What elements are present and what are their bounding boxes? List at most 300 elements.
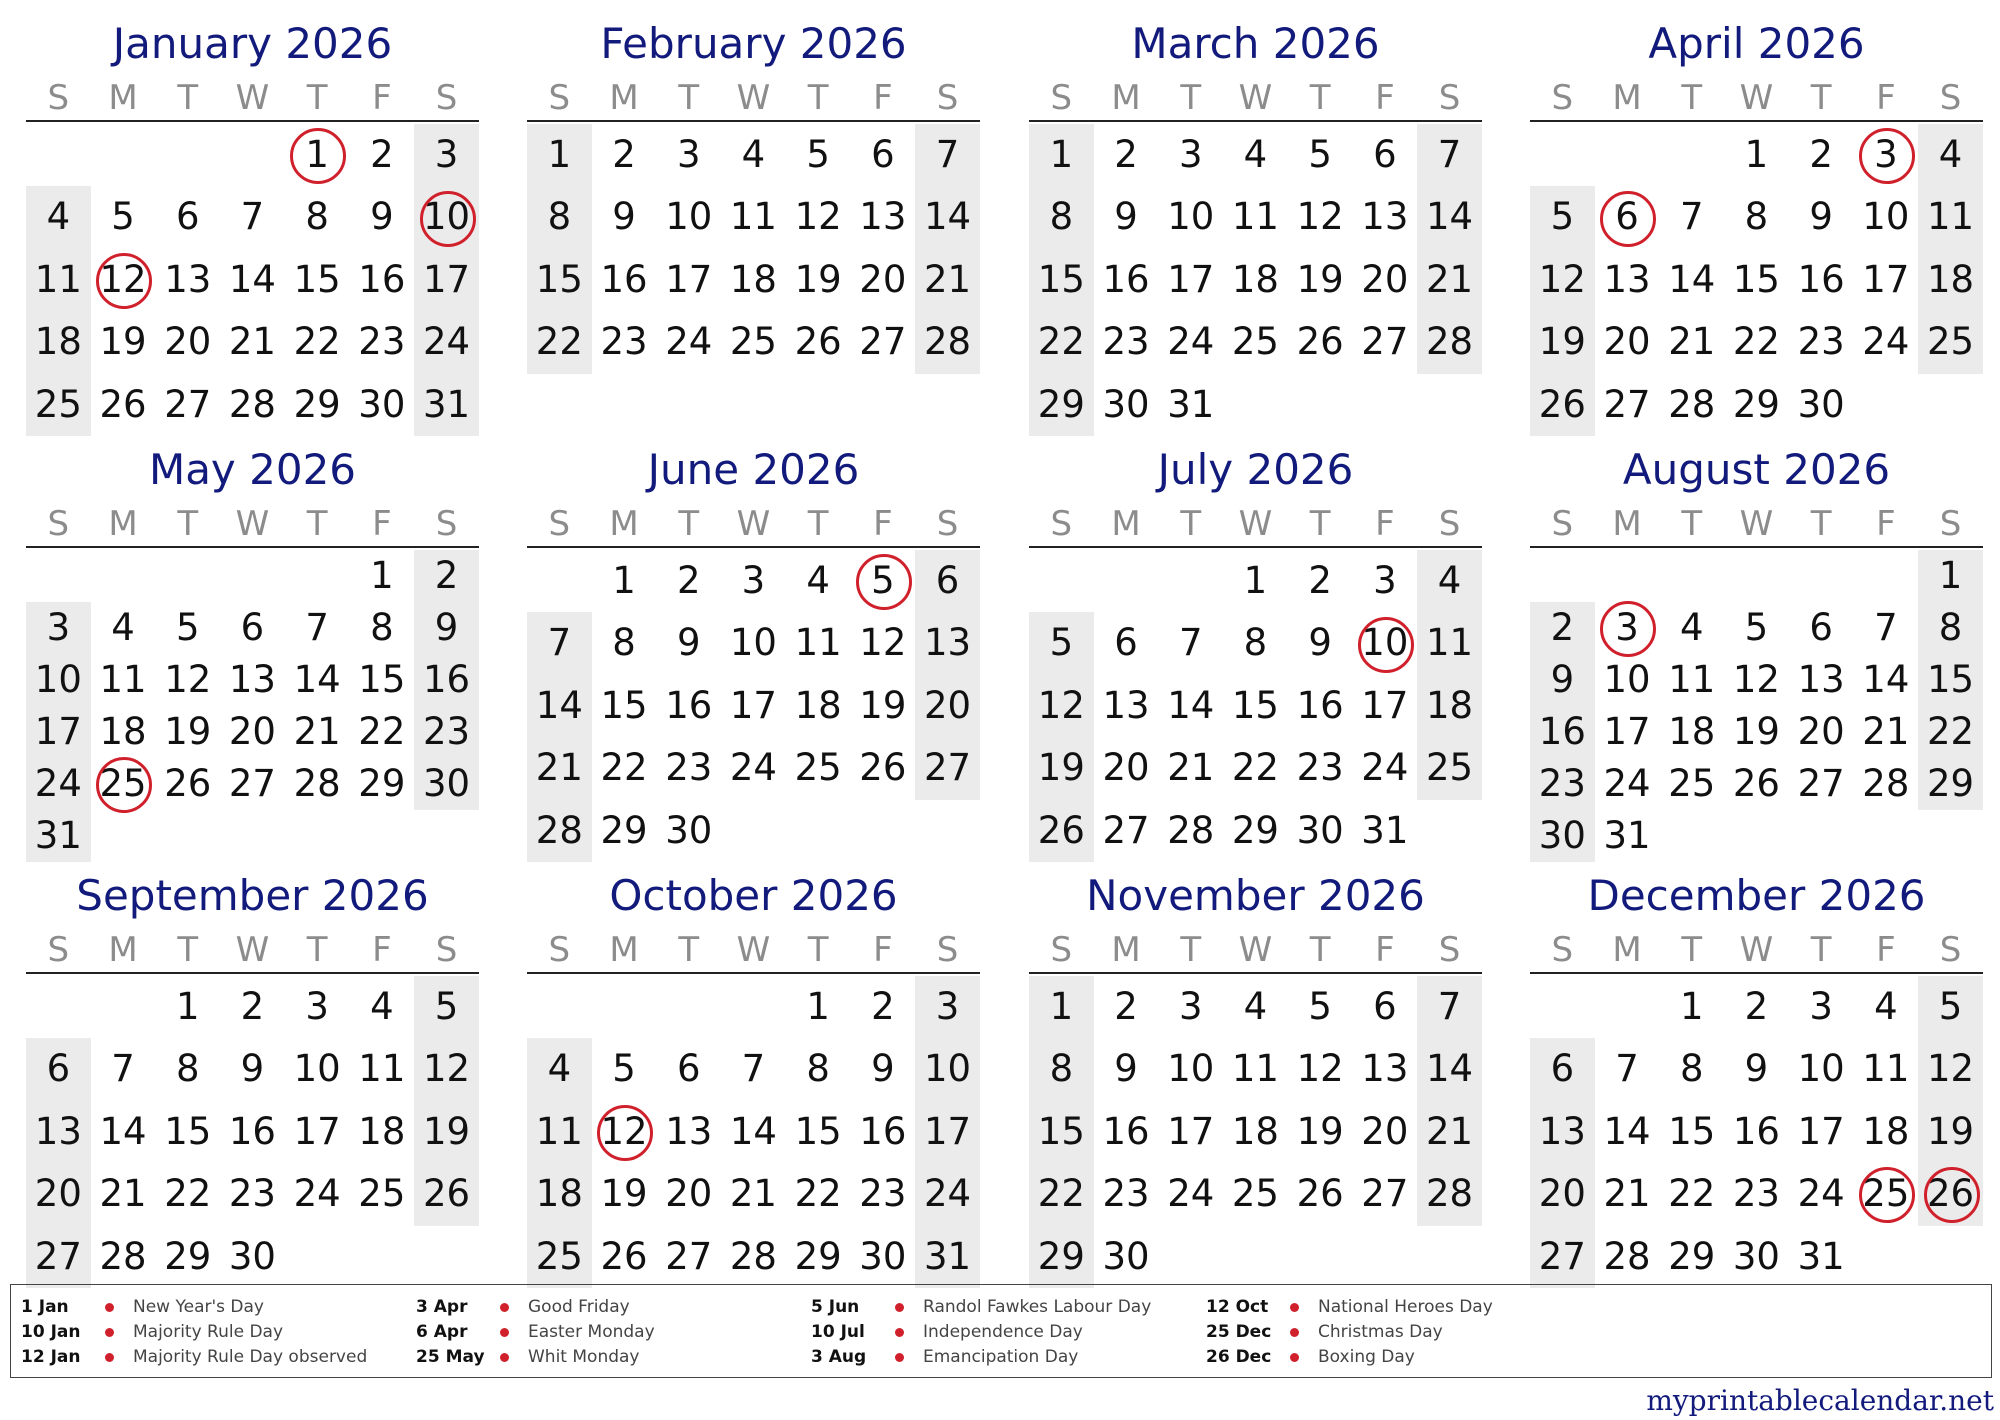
calendar-date: 24 bbox=[293, 1172, 341, 1216]
weekday-header: M bbox=[609, 930, 639, 970]
calendar-date: 3 bbox=[305, 985, 329, 1028]
weekday-header: W bbox=[1739, 930, 1774, 970]
calendar-date: 9 bbox=[1114, 1047, 1138, 1091]
calendar-date: 8 bbox=[1679, 1047, 1704, 1091]
month-october-2026 bbox=[527, 870, 980, 1288]
legend-entry bbox=[811, 1345, 1191, 1370]
calendar-date: 19 bbox=[164, 710, 212, 753]
calendar-date: 25 bbox=[358, 1172, 406, 1216]
calendar-date: 21 bbox=[923, 257, 972, 301]
bullet-icon bbox=[500, 1328, 509, 1337]
calendar-date: 13 bbox=[1102, 683, 1150, 727]
calendar-date: 26 bbox=[1538, 382, 1586, 426]
weekday-header: F bbox=[1876, 504, 1896, 544]
calendar-date: 22 bbox=[1732, 320, 1780, 364]
calendar-date: 7 bbox=[935, 133, 960, 176]
site-watermark[interactable]: myprintablecalendar.net bbox=[1646, 1384, 1994, 1417]
calendar-date: 27 bbox=[1538, 1234, 1586, 1278]
calendar-date: 3 bbox=[1178, 133, 1203, 176]
calendar-date: 19 bbox=[1538, 320, 1586, 364]
calendar-date: 23 bbox=[1296, 746, 1344, 790]
month-title: May 2026 bbox=[148, 445, 357, 494]
calendar-date: 30 bbox=[859, 1234, 907, 1278]
calendar-date: 24 bbox=[1862, 320, 1910, 364]
calendar-date: 14 bbox=[1425, 195, 1474, 239]
weekday-header: W bbox=[736, 930, 771, 970]
calendar-date: 28 bbox=[535, 808, 583, 852]
calendar-date: 22 bbox=[164, 1172, 212, 1216]
calendar-date: 16 bbox=[1732, 1109, 1780, 1153]
calendar-date: 20 bbox=[1361, 1109, 1409, 1153]
calendar-date: 16 bbox=[1296, 683, 1344, 727]
calendar-date: 17 bbox=[1603, 710, 1651, 753]
holiday-date: 5 bbox=[851, 550, 916, 612]
calendar-date: 16 bbox=[358, 257, 406, 301]
calendar-date: 7 bbox=[305, 606, 329, 649]
calendar-date: 1 bbox=[1243, 559, 1268, 602]
weekday-header: F bbox=[873, 78, 893, 118]
calendar-date: 15 bbox=[1037, 257, 1085, 301]
weekday-header: F bbox=[1375, 930, 1395, 970]
weekday-header: F bbox=[1876, 930, 1896, 970]
calendar-date: 2 bbox=[1114, 133, 1138, 176]
calendar-date: 8 bbox=[1243, 621, 1268, 665]
calendar-date: 2 bbox=[370, 133, 394, 176]
calendar-date: 29 bbox=[1732, 382, 1780, 426]
legend-entry bbox=[416, 1345, 796, 1370]
holiday-date: 12 bbox=[592, 1101, 657, 1163]
holiday-date: 3 bbox=[1595, 602, 1660, 654]
calendar-date: 9 bbox=[1308, 621, 1332, 665]
calendar-date: 8 bbox=[1938, 606, 1963, 649]
calendar-date: 21 bbox=[535, 746, 583, 790]
legend-entry bbox=[1206, 1345, 1586, 1370]
weekday-header: T bbox=[678, 504, 700, 544]
calendar-date: 22 bbox=[1037, 1172, 1085, 1216]
weekday-header: W bbox=[736, 78, 771, 118]
weekday-header-row bbox=[26, 928, 479, 972]
calendar-date: 28 bbox=[228, 382, 276, 426]
calendar-date: 18 bbox=[794, 683, 842, 727]
calendar-date: 8 bbox=[1049, 1047, 1074, 1091]
calendar-date: 8 bbox=[806, 1047, 830, 1091]
calendar-date: 22 bbox=[600, 746, 648, 790]
header-divider bbox=[26, 972, 479, 974]
calendar-date: 6 bbox=[1114, 621, 1138, 665]
calendar-date: 2 bbox=[676, 559, 701, 602]
calendar-date: 9 bbox=[434, 606, 459, 649]
weekday-header-row bbox=[26, 76, 479, 120]
weekday-header: W bbox=[1238, 930, 1273, 970]
calendar-date: 19 bbox=[600, 1172, 648, 1216]
weekday-header: S bbox=[435, 504, 458, 544]
month-september-2026 bbox=[26, 870, 479, 1288]
calendar-date: 6 bbox=[175, 195, 200, 239]
calendar-date: 2 bbox=[1308, 559, 1332, 602]
calendar-date: 4 bbox=[111, 606, 135, 649]
weekday-header: S bbox=[548, 930, 571, 970]
calendar-date: 4 bbox=[370, 985, 394, 1028]
calendar-date: 17 bbox=[1167, 257, 1215, 301]
calendar-date: 14 bbox=[1862, 658, 1910, 701]
calendar-date: 20 bbox=[228, 710, 276, 753]
calendar-date: 20 bbox=[34, 1172, 82, 1216]
calendar-date: 20 bbox=[923, 683, 972, 727]
calendar-date: 11 bbox=[99, 658, 147, 701]
calendar-date: 18 bbox=[99, 710, 147, 753]
holiday-date: 10 bbox=[1353, 612, 1418, 674]
calendar-date: 27 bbox=[228, 762, 276, 805]
weekday-header: W bbox=[235, 78, 270, 118]
weekday-header: M bbox=[1612, 504, 1642, 544]
calendar-date: 21 bbox=[1603, 1172, 1651, 1216]
header-divider bbox=[26, 120, 479, 122]
holiday-date-label: 25 May bbox=[416, 1347, 485, 1367]
calendar-date: 18 bbox=[358, 1109, 406, 1153]
calendar-date: 15 bbox=[1231, 683, 1279, 727]
calendar-date: 31 bbox=[1167, 382, 1215, 426]
calendar-date: 28 bbox=[1668, 382, 1716, 426]
header-divider bbox=[527, 972, 980, 974]
calendar-date: 14 bbox=[535, 683, 583, 727]
calendar-date: 28 bbox=[1167, 808, 1215, 852]
weekday-header: S bbox=[1438, 78, 1461, 118]
calendar-date: 26 bbox=[99, 382, 147, 426]
calendar-date: 26 bbox=[422, 1172, 471, 1216]
month-march-2026 bbox=[1029, 18, 1482, 436]
calendar-date: 1 bbox=[1938, 554, 1963, 597]
weekday-header: F bbox=[372, 504, 392, 544]
calendar-date: 19 bbox=[1296, 1109, 1344, 1153]
calendar-date: 13 bbox=[665, 1109, 713, 1153]
holiday-date: 3 bbox=[1854, 124, 1919, 186]
calendar-date: 26 bbox=[600, 1234, 648, 1278]
calendar-date: 8 bbox=[1049, 195, 1074, 239]
calendar-date: 22 bbox=[794, 1172, 842, 1216]
calendar-date: 5 bbox=[434, 985, 459, 1028]
calendar-date: 21 bbox=[1425, 257, 1474, 301]
calendar-date: 5 bbox=[806, 133, 830, 176]
weekday-header-row bbox=[1029, 928, 1482, 972]
calendar-date: 4 bbox=[806, 559, 830, 602]
calendar-date: 22 bbox=[1231, 746, 1279, 790]
calendar-date: 6 bbox=[240, 606, 265, 649]
holiday-date: 25 bbox=[91, 758, 156, 810]
calendar-date: 20 bbox=[859, 257, 907, 301]
calendar-date: 8 bbox=[175, 1047, 200, 1091]
calendar-date: 9 bbox=[1744, 1047, 1769, 1091]
calendar-date: 4 bbox=[547, 1047, 572, 1091]
calendar-date: 26 bbox=[1037, 808, 1085, 852]
header-divider bbox=[1029, 972, 1482, 974]
calendar-date: 24 bbox=[923, 1172, 972, 1216]
weekday-header: S bbox=[1551, 504, 1574, 544]
weekday-header: T bbox=[306, 504, 328, 544]
weekday-header: S bbox=[1939, 78, 1962, 118]
month-title: February 2026 bbox=[600, 19, 907, 68]
calendar-date: 29 bbox=[1037, 382, 1085, 426]
weekday-header: T bbox=[177, 930, 199, 970]
holiday-date-label: 10 Jan bbox=[21, 1322, 81, 1342]
calendar-date: 22 bbox=[293, 320, 341, 364]
calendar-date: 31 bbox=[422, 382, 471, 426]
header-divider bbox=[527, 546, 980, 548]
legend-entry bbox=[1206, 1295, 1586, 1320]
month-title: March 2026 bbox=[1131, 19, 1380, 68]
header-divider bbox=[1029, 546, 1482, 548]
calendar-date: 29 bbox=[358, 762, 406, 805]
calendar-date: 6 bbox=[1373, 133, 1397, 176]
calendar-date: 26 bbox=[794, 320, 842, 364]
calendar-date: 17 bbox=[1361, 683, 1409, 727]
weekday-header: S bbox=[47, 504, 70, 544]
calendar-date: 14 bbox=[729, 1109, 777, 1153]
weekday-header: S bbox=[548, 78, 571, 118]
calendar-date: 20 bbox=[1361, 257, 1409, 301]
calendar-date: 24 bbox=[1603, 762, 1651, 805]
calendar-date: 11 bbox=[1231, 195, 1279, 239]
weekday-header: S bbox=[1939, 930, 1962, 970]
holiday-date-label: 25 Dec bbox=[1206, 1322, 1272, 1342]
calendar-date: 6 bbox=[1373, 985, 1397, 1028]
calendar-date: 18 bbox=[1668, 710, 1716, 753]
calendar-date: 10 bbox=[923, 1047, 972, 1091]
calendar-date: 15 bbox=[1732, 257, 1780, 301]
calendar-date: 14 bbox=[1603, 1109, 1651, 1153]
calendar-date: 14 bbox=[1425, 1047, 1474, 1091]
calendar-date: 15 bbox=[1668, 1109, 1716, 1153]
calendar-date: 8 bbox=[1744, 195, 1769, 239]
weekday-header-row bbox=[26, 502, 479, 546]
calendar-date: 28 bbox=[923, 320, 972, 364]
calendar-date: 1 bbox=[547, 133, 572, 176]
calendar-date: 14 bbox=[228, 257, 276, 301]
month-may-2026 bbox=[26, 444, 479, 862]
calendar-date: 17 bbox=[1167, 1109, 1215, 1153]
calendar-date: 30 bbox=[1102, 382, 1150, 426]
calendar-date: 23 bbox=[1538, 762, 1586, 805]
calendar-date: 18 bbox=[34, 320, 82, 364]
calendar-date: 11 bbox=[1668, 658, 1716, 701]
calendar-date: 28 bbox=[729, 1234, 777, 1278]
weekday-header: S bbox=[47, 78, 70, 118]
calendar-date: 16 bbox=[228, 1109, 276, 1153]
calendar-date: 29 bbox=[1926, 762, 1975, 805]
bullet-icon bbox=[500, 1303, 509, 1312]
calendar-date: 21 bbox=[1425, 1109, 1474, 1153]
weekday-header-row bbox=[527, 76, 980, 120]
calendar-date: 27 bbox=[1361, 1172, 1409, 1216]
calendar-date: 12 bbox=[1538, 257, 1586, 301]
calendar-date: 1 bbox=[806, 985, 830, 1028]
calendar-date: 27 bbox=[859, 320, 907, 364]
weekday-header: S bbox=[1050, 930, 1073, 970]
calendar-date: 2 bbox=[871, 985, 895, 1028]
calendar-date: 7 bbox=[1437, 133, 1462, 176]
calendar-date: 19 bbox=[1732, 710, 1780, 753]
weekday-header: S bbox=[1050, 504, 1073, 544]
calendar-date: 30 bbox=[1797, 382, 1845, 426]
weekday-header-row bbox=[1530, 76, 1983, 120]
calendar-date: 17 bbox=[1862, 257, 1910, 301]
calendar-date: 19 bbox=[99, 320, 147, 364]
month-title: October 2026 bbox=[609, 871, 898, 920]
month-title: July 2026 bbox=[1157, 445, 1354, 494]
calendar-date: 11 bbox=[535, 1109, 583, 1153]
weekday-header: M bbox=[108, 930, 138, 970]
weekday-header: W bbox=[1739, 504, 1774, 544]
calendar-date: 27 bbox=[923, 746, 972, 790]
bullet-icon bbox=[105, 1303, 114, 1312]
calendar-date: 11 bbox=[1425, 621, 1474, 665]
holiday-name: Christmas Day bbox=[1318, 1322, 1443, 1342]
bullet-icon bbox=[105, 1328, 114, 1337]
weekday-header: T bbox=[1309, 78, 1331, 118]
calendar-date: 25 bbox=[535, 1234, 583, 1278]
calendar-date: 9 bbox=[871, 1047, 895, 1091]
legend-entry bbox=[811, 1295, 1191, 1320]
calendar-date: 13 bbox=[228, 658, 276, 701]
month-title: December 2026 bbox=[1587, 871, 1926, 920]
calendar-date: 7 bbox=[240, 195, 265, 239]
weekday-header: W bbox=[1238, 78, 1273, 118]
calendar-date: 24 bbox=[1361, 746, 1409, 790]
weekday-header: W bbox=[235, 504, 270, 544]
weekday-header: F bbox=[1876, 78, 1896, 118]
calendar-date: 17 bbox=[422, 257, 471, 301]
weekday-header: T bbox=[1810, 504, 1832, 544]
calendar-date: 19 bbox=[422, 1109, 471, 1153]
calendar-date: 3 bbox=[935, 985, 960, 1028]
calendar-date: 24 bbox=[34, 762, 82, 805]
calendar-date: 24 bbox=[1797, 1172, 1845, 1216]
calendar-date: 23 bbox=[422, 710, 471, 753]
calendar-date: 9 bbox=[612, 195, 636, 239]
month-title: January 2026 bbox=[112, 19, 393, 68]
calendar-date: 14 bbox=[1668, 257, 1716, 301]
calendar-date: 2 bbox=[612, 133, 636, 176]
calendar-date: 4 bbox=[1938, 133, 1963, 176]
calendar-date: 28 bbox=[99, 1234, 147, 1278]
holiday-date: 10 bbox=[414, 186, 479, 248]
calendar-date: 22 bbox=[535, 320, 583, 364]
calendar-date: 18 bbox=[1231, 1109, 1279, 1153]
holiday-name: Randol Fawkes Labour Day bbox=[923, 1297, 1152, 1317]
holiday-name: Majority Rule Day observed bbox=[133, 1347, 368, 1367]
calendar-date: 4 bbox=[1679, 606, 1704, 649]
calendar-date: 30 bbox=[1538, 814, 1586, 857]
weekday-header: T bbox=[1681, 78, 1703, 118]
weekday-header: T bbox=[1681, 504, 1703, 544]
calendar-date: 20 bbox=[665, 1172, 713, 1216]
weekday-header: T bbox=[1681, 930, 1703, 970]
weekday-header: S bbox=[1438, 930, 1461, 970]
calendar-date: 1 bbox=[1049, 133, 1074, 176]
calendar-date: 1 bbox=[370, 554, 394, 597]
calendar-date: 11 bbox=[358, 1047, 406, 1091]
calendar-date: 3 bbox=[676, 133, 701, 176]
weekday-header: T bbox=[1309, 504, 1331, 544]
calendar-date: 25 bbox=[1231, 320, 1279, 364]
calendar-date: 10 bbox=[1862, 195, 1910, 239]
weekday-header: F bbox=[1375, 78, 1395, 118]
calendar-date: 25 bbox=[34, 382, 82, 426]
calendar-date: 13 bbox=[859, 195, 907, 239]
calendar-date: 6 bbox=[871, 133, 895, 176]
calendar-date: 19 bbox=[1926, 1109, 1975, 1153]
weekday-header: S bbox=[435, 930, 458, 970]
month-april-2026 bbox=[1530, 18, 1983, 436]
calendar-date: 27 bbox=[1797, 762, 1845, 805]
calendar-date: 2 bbox=[1744, 985, 1769, 1028]
legend-entry bbox=[21, 1295, 401, 1320]
calendar-date: 7 bbox=[1178, 621, 1203, 665]
legend-entry bbox=[416, 1320, 796, 1345]
month-title: June 2026 bbox=[647, 445, 860, 494]
calendar-date: 23 bbox=[228, 1172, 276, 1216]
weekday-header: S bbox=[435, 78, 458, 118]
calendar-date: 30 bbox=[422, 762, 471, 805]
calendar-date: 19 bbox=[1037, 746, 1085, 790]
calendar-date: 13 bbox=[1361, 195, 1409, 239]
calendar-date: 20 bbox=[1603, 320, 1651, 364]
calendar-date: 2 bbox=[434, 554, 459, 597]
calendar-date: 5 bbox=[1308, 133, 1332, 176]
month-title: August 2026 bbox=[1622, 445, 1891, 494]
calendar-date: 29 bbox=[1037, 1234, 1085, 1278]
month-title: April 2026 bbox=[1648, 19, 1865, 68]
weekday-header: S bbox=[1551, 930, 1574, 970]
weekday-header: T bbox=[1180, 930, 1202, 970]
month-august-2026 bbox=[1530, 444, 1983, 862]
header-divider bbox=[1530, 546, 1983, 548]
calendar-date: 23 bbox=[665, 746, 713, 790]
calendar-date: 14 bbox=[1167, 683, 1215, 727]
month-january-2026 bbox=[26, 18, 479, 436]
weekday-header: M bbox=[108, 78, 138, 118]
calendar-date: 7 bbox=[1615, 1047, 1639, 1091]
calendar-date: 12 bbox=[1732, 658, 1780, 701]
month-title: November 2026 bbox=[1086, 871, 1425, 920]
bullet-icon bbox=[895, 1303, 904, 1312]
calendar-date: 2 bbox=[1550, 606, 1575, 649]
calendar-date: 25 bbox=[1425, 746, 1474, 790]
calendar-date: 31 bbox=[1603, 814, 1651, 857]
calendar-date: 26 bbox=[859, 746, 907, 790]
weekday-header: T bbox=[306, 78, 328, 118]
weekday-header: M bbox=[1111, 78, 1141, 118]
calendar-date: 9 bbox=[676, 621, 701, 665]
calendar-date: 21 bbox=[99, 1172, 147, 1216]
calendar-date: 16 bbox=[600, 257, 648, 301]
bullet-icon bbox=[500, 1353, 509, 1362]
calendar-date: 21 bbox=[293, 710, 341, 753]
calendar-date: 19 bbox=[1296, 257, 1344, 301]
calendar-date: 2 bbox=[1809, 133, 1833, 176]
month-title: September 2026 bbox=[76, 871, 429, 920]
calendar-date: 1 bbox=[1049, 985, 1074, 1028]
holiday-date: 26 bbox=[1918, 1163, 1983, 1225]
calendar-date: 29 bbox=[794, 1234, 842, 1278]
calendar-date: 28 bbox=[1425, 1172, 1474, 1216]
calendar-date: 18 bbox=[729, 257, 777, 301]
holiday-date: 6 bbox=[1595, 186, 1660, 248]
bullet-icon bbox=[895, 1353, 904, 1362]
calendar-date: 8 bbox=[547, 195, 572, 239]
calendar-date: 10 bbox=[665, 195, 713, 239]
calendar-date: 7 bbox=[1437, 985, 1462, 1028]
month-february-2026 bbox=[527, 18, 980, 436]
